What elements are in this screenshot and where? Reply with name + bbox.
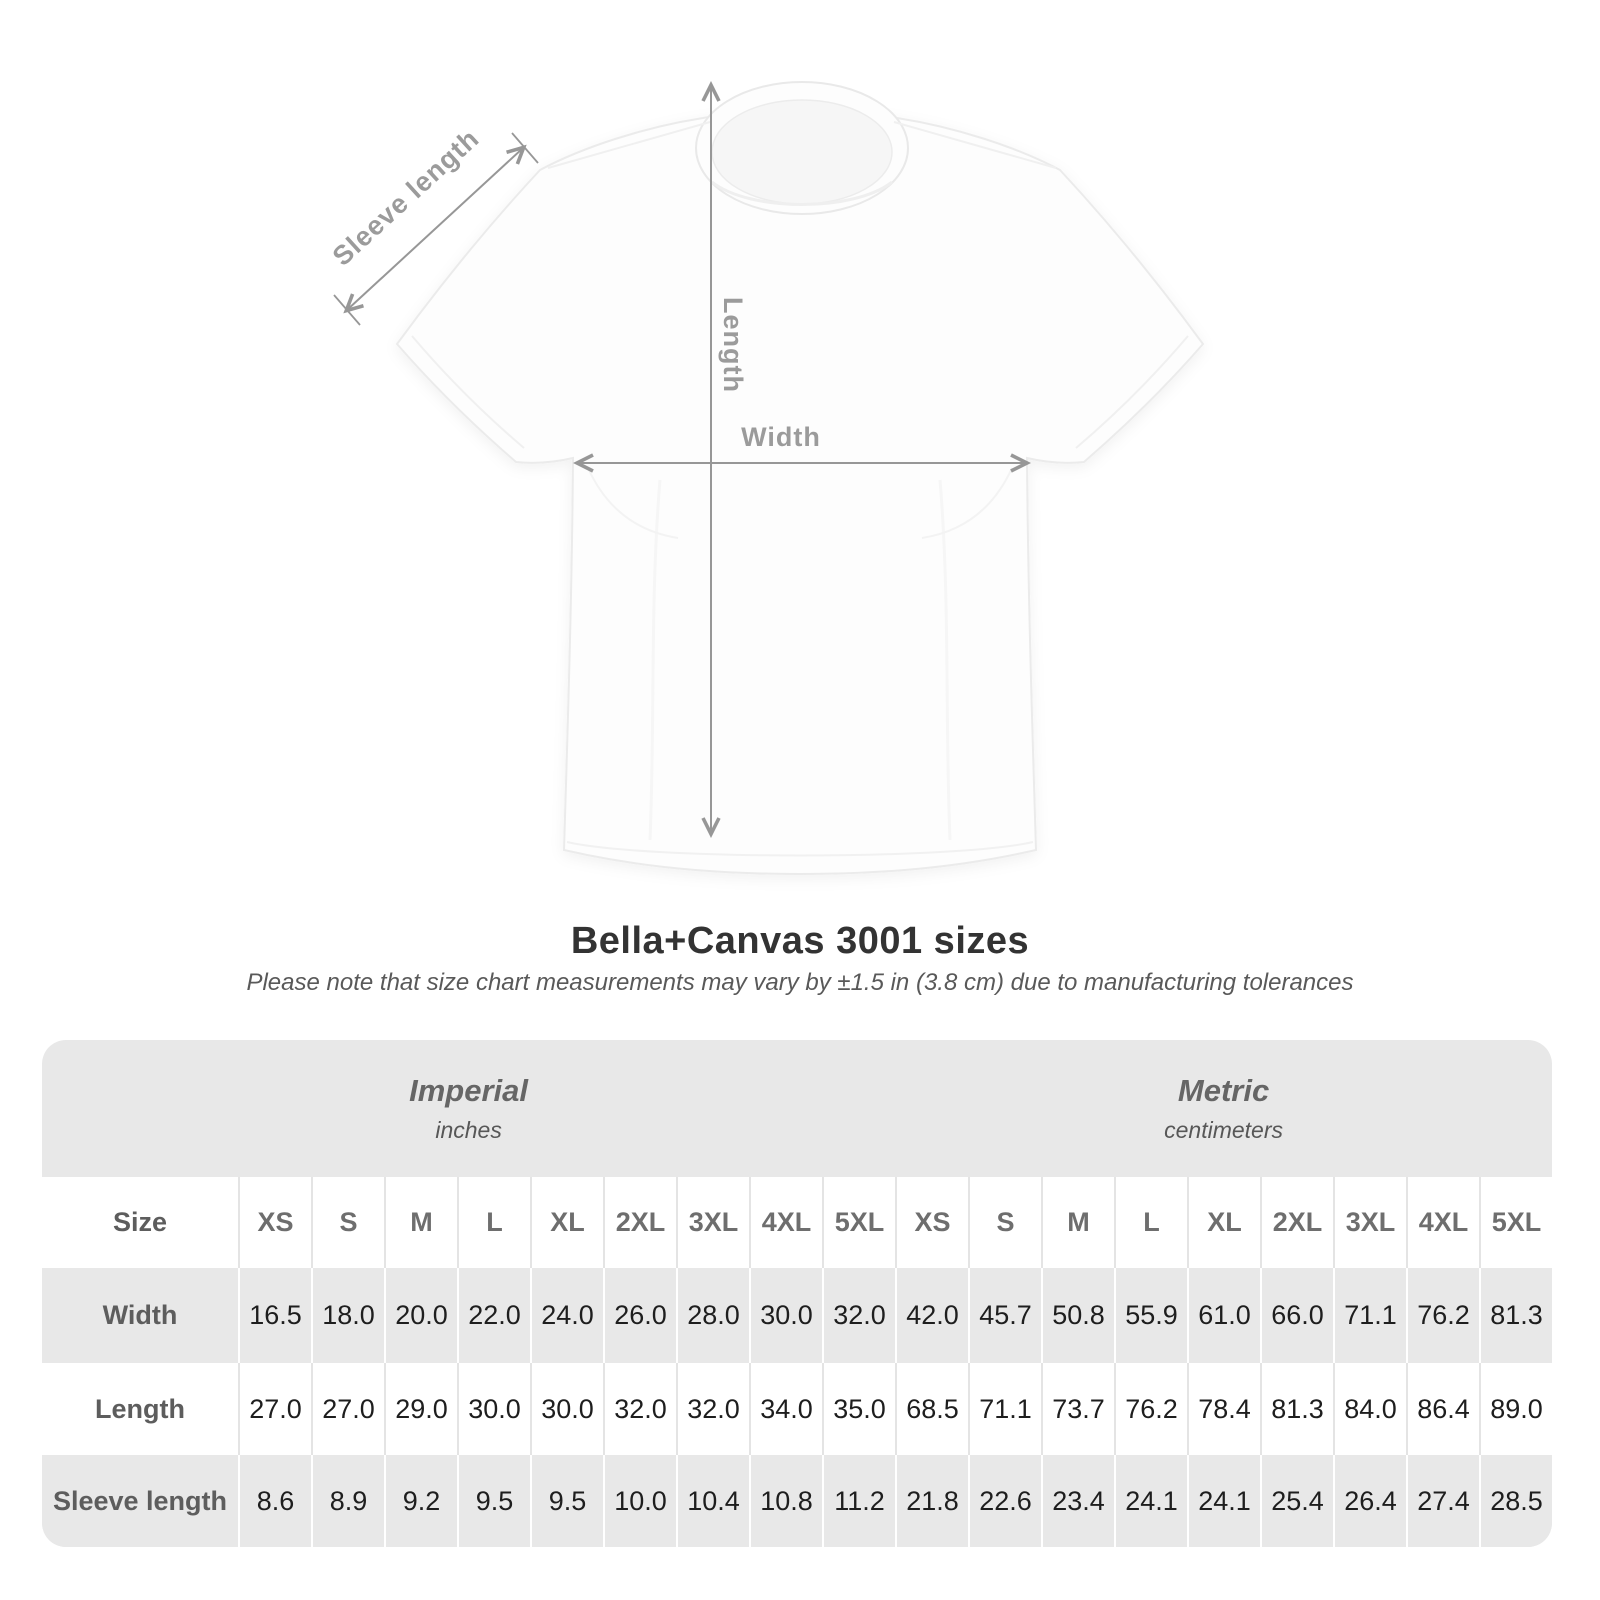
row-label-width: Width [102,1300,178,1330]
width-imperial-s: 18.0 [311,1268,384,1363]
imperial-size-xs: XS [238,1177,311,1268]
sleeve-imperial-4xl: 10.8 [749,1455,822,1547]
metric-unit: centimeters [1164,1117,1283,1143]
length-metric-xl: 78.4 [1187,1363,1260,1455]
metric-section-header [895,1040,1552,1177]
width-imperial-xs: 16.5 [238,1268,311,1363]
metric-size-s: S [968,1177,1041,1268]
imperial-size-5xl: 5XL [822,1177,895,1268]
imperial-unit: inches [435,1117,502,1143]
sleeve-metric-3xl: 26.4 [1333,1455,1406,1547]
dimension-tick [512,133,538,163]
length-imperial-5xl: 35.0 [822,1363,895,1455]
length-imperial-m: 29.0 [384,1363,457,1455]
sleeve-metric-xs: 21.8 [895,1455,968,1547]
metric-label: Metric [1177,1073,1270,1108]
sleeve-metric-s: 22.6 [968,1455,1041,1547]
length-metric-xs: 68.5 [895,1363,968,1455]
page-subtitle: Please note that size chart measurements may vary by ±1.5 in (3.8 cm) due to manufacturing tolerances [246,969,1354,996]
width-row [42,1268,1552,1363]
metric-size-5xl: 5XL [1479,1177,1552,1268]
row-label-sleeve-length: Sleeve length [52,1485,228,1516]
metric-size-l: L [1114,1177,1187,1268]
width-metric-4xl: 76.2 [1406,1268,1479,1363]
length-metric-s: 71.1 [968,1363,1041,1455]
sleeve-length-label: Sleeve length [326,123,486,272]
imperial-size-xl: XL [530,1177,603,1268]
sleeve-imperial-xl: 9.5 [530,1455,603,1547]
length-row [42,1363,1552,1455]
width-imperial-4xl: 30.0 [749,1268,822,1363]
width-imperial-2xl: 26.0 [603,1268,676,1363]
metric-size-2xl: 2XL [1260,1177,1333,1268]
length-imperial-xs: 27.0 [238,1363,311,1455]
metric-size-4xl: 4XL [1406,1177,1479,1268]
sleeve-metric-l: 24.1 [1114,1455,1187,1547]
width-metric-2xl: 66.0 [1260,1268,1333,1363]
sleeve-metric-xl: 24.1 [1187,1455,1260,1547]
width-metric-l: 55.9 [1114,1268,1187,1363]
sleeve-imperial-s: 8.9 [311,1455,384,1547]
imperial-section-header [42,1040,895,1177]
row-label-length: Length [95,1393,185,1424]
length-imperial-l: 30.0 [457,1363,530,1455]
length-metric-2xl: 81.3 [1260,1363,1333,1455]
width-metric-m: 50.8 [1041,1268,1114,1363]
imperial-size-4xl: 4XL [749,1177,822,1268]
size-header-cell: Size [112,1207,168,1237]
width-metric-3xl: 71.1 [1333,1268,1406,1363]
collar-opening [712,100,892,204]
width-metric-s: 45.7 [968,1268,1041,1363]
sleeve-imperial-m: 9.2 [384,1455,457,1547]
sleeve-metric-m: 23.4 [1041,1455,1114,1547]
imperial-label: Imperial [409,1073,529,1108]
length-metric-l: 76.2 [1114,1363,1187,1455]
imperial-size-m: M [384,1177,457,1268]
page-title: Bella+Canvas 3001 sizes [570,920,1030,962]
length-metric-4xl: 86.4 [1406,1363,1479,1455]
width-label: Width [741,422,821,452]
size-header-row [42,1177,1552,1268]
width-metric-xs: 42.0 [895,1268,968,1363]
length-imperial-4xl: 34.0 [749,1363,822,1455]
sleeve-imperial-xs: 8.6 [238,1455,311,1547]
width-imperial-m: 20.0 [384,1268,457,1363]
metric-size-3xl: 3XL [1333,1177,1406,1268]
width-metric-5xl: 81.3 [1479,1268,1552,1363]
width-imperial-l: 22.0 [457,1268,530,1363]
sleeve-metric-4xl: 27.4 [1406,1455,1479,1547]
width-imperial-3xl: 28.0 [676,1268,749,1363]
metric-size-xl: XL [1187,1177,1260,1268]
width-imperial-xl: 24.0 [530,1268,603,1363]
imperial-size-3xl: 3XL [676,1177,749,1268]
length-metric-3xl: 84.0 [1333,1363,1406,1455]
size-table [42,1040,1552,1547]
length-imperial-2xl: 32.0 [603,1363,676,1455]
width-imperial-5xl: 32.0 [822,1268,895,1363]
imperial-size-s: S [311,1177,384,1268]
sleeve-imperial-3xl: 10.4 [676,1455,749,1547]
unit-section-row [42,1040,1552,1177]
tshirt-illustration [397,82,1203,874]
dimension-tick [334,295,360,325]
sleeve-imperial-5xl: 11.2 [822,1455,895,1547]
length-imperial-s: 27.0 [311,1363,384,1455]
sleeve-imperial-2xl: 10.0 [603,1455,676,1547]
length-label: Length [718,297,748,393]
sleeve-imperial-l: 9.5 [457,1455,530,1547]
metric-size-m: M [1041,1177,1114,1268]
imperial-size-l: L [457,1177,530,1268]
width-metric-xl: 61.0 [1187,1268,1260,1363]
metric-size-xs: XS [895,1177,968,1268]
length-imperial-xl: 30.0 [530,1363,603,1455]
sleeve-metric-5xl: 28.5 [1479,1455,1552,1547]
length-metric-5xl: 89.0 [1479,1363,1552,1455]
length-metric-m: 73.7 [1041,1363,1114,1455]
sleeve-metric-2xl: 25.4 [1260,1455,1333,1547]
length-imperial-3xl: 32.0 [676,1363,749,1455]
sleeve-length-row [42,1455,1552,1547]
imperial-size-2xl: 2XL [603,1177,676,1268]
